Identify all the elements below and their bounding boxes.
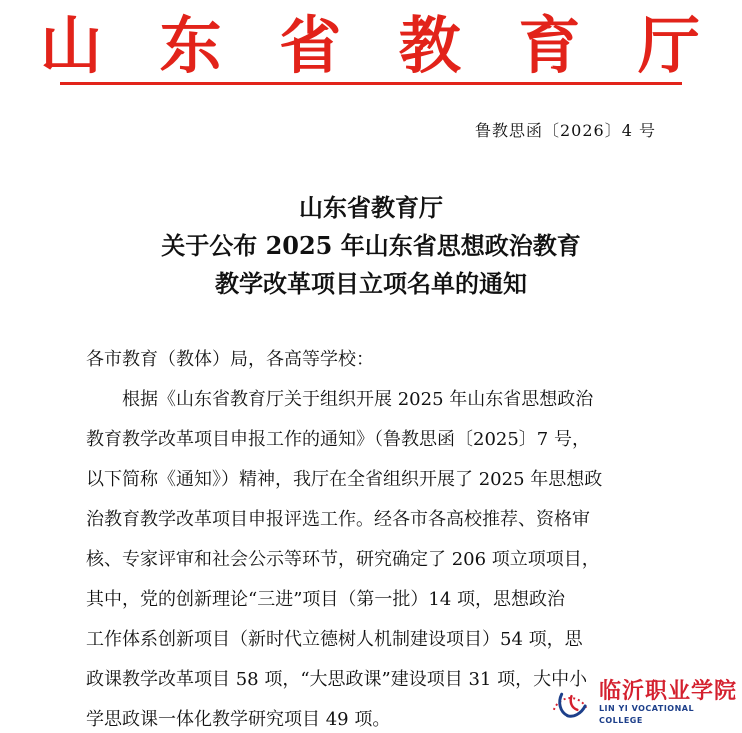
body-text-line: 学思政课一体化教学研究项目 49 项。	[86, 709, 391, 730]
body-text-line: 政课教学改革项目 58 项，“大思政课”建设项目 31 项，大中小	[86, 669, 588, 690]
college-watermark-logo	[548, 676, 738, 730]
masthead-char: 省	[279, 8, 342, 82]
masthead-char: 教	[398, 8, 461, 82]
body-text-line: 根据《山东省教育厅关于组织开展 2025 年山东省思想政治	[122, 389, 594, 410]
body-text-line: 以下简称《通知》）精神，我厅在全省组织开展了 2025 年思想政	[86, 469, 603, 490]
document-title-line-2: 关于公布 2025 年山东省思想政治教育	[161, 231, 581, 260]
body-text-line: 其中，党的创新理论“三进”项目（第一批）14 项，思想政治	[86, 589, 566, 610]
body-text-line: 教育教学改革项目申报工作的通知》（鲁教思函〔2025〕7 号，	[86, 429, 590, 450]
document-number: 鲁教思函〔2026〕4 号	[475, 121, 656, 140]
college-name-en: LIN YI VOCATIONAL COLLEGE	[598, 704, 695, 725]
masthead-char: 东	[159, 8, 222, 82]
document-title-line-1: 山东省教育厅	[299, 193, 443, 222]
body-text-line: 工作体系创新项目（新时代立德树人机制建设项目）54 项，思	[86, 629, 583, 650]
masthead-char: 山	[40, 8, 103, 82]
salutation: 各市教育（教体）局，各高等学校：	[86, 349, 374, 370]
masthead-char: 厅	[637, 8, 700, 82]
masthead-divider	[60, 82, 682, 85]
body-text-line: 治教育教学改革项目申报评选工作。经各市各高校推荐、资格审	[86, 509, 590, 530]
masthead-title	[40, 0, 700, 80]
masthead-char: 育	[518, 8, 581, 82]
college-name-cn: 临沂职业学院	[598, 678, 737, 704]
document-title-line-3: 教学改革项目立项名单的通知	[215, 269, 527, 298]
college-logo-icon	[548, 680, 593, 726]
body-text-line: 核、专家评审和社会公示等环节，研究确定了 206 项立项项目，	[86, 549, 600, 570]
